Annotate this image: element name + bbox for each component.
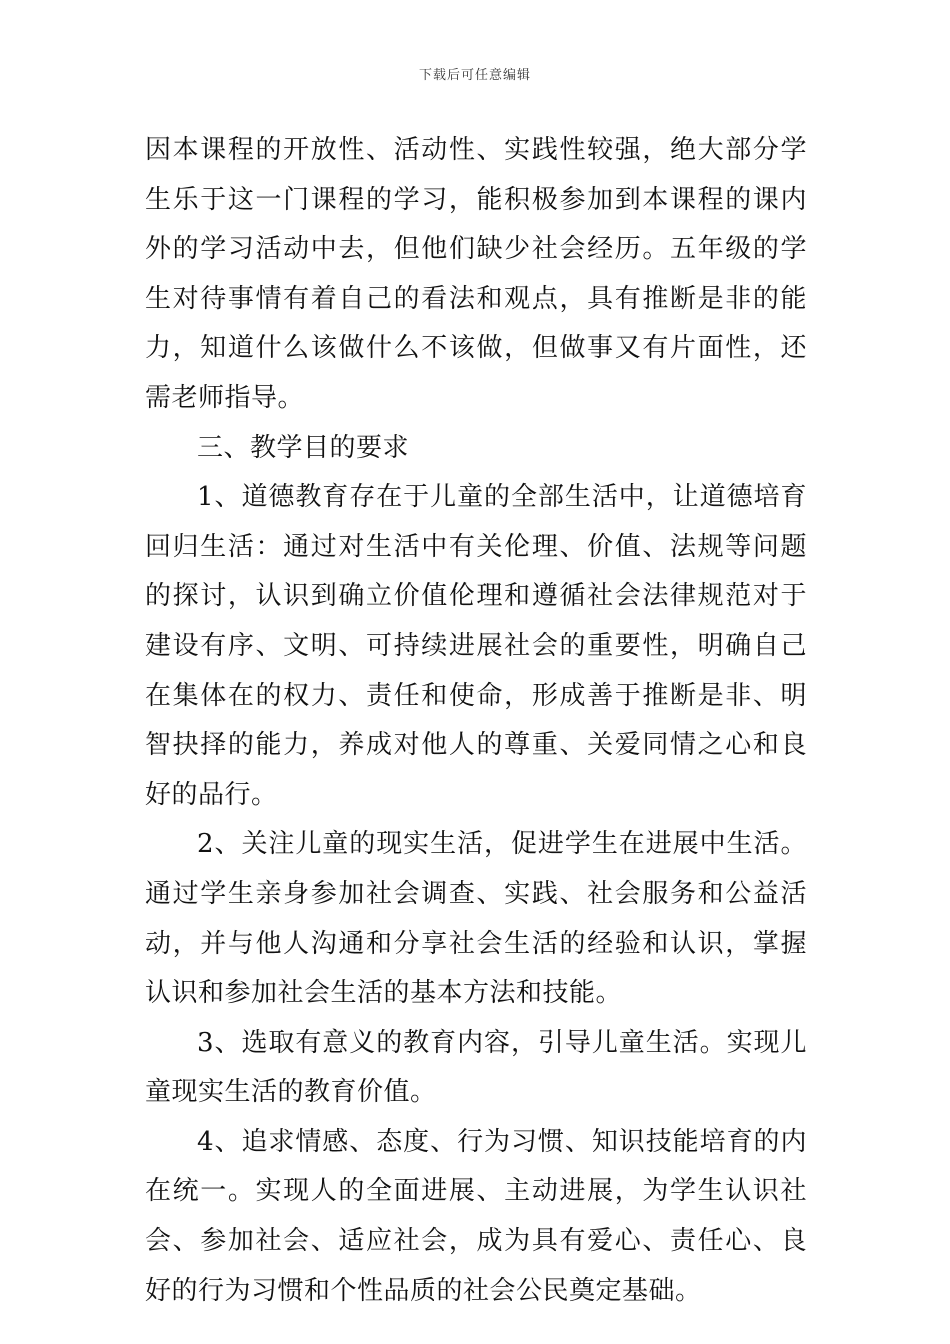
- paragraph-item-2: 2、关注儿童的现实生活，促进学生在进展中生活。通过学生亲身参加社会调查、实践、社会服务和公益活动，并与他人沟通和分享社会生活的经验和认识，掌握认识和参加社会生活的基本方法和技能。: [145, 829, 807, 1009]
- paragraph-intro: 因本课程的开放性、活动性、实践性较强，绝大部分学生乐于这一门课程的学习，能积极参加到本课程的课内外的学习活动中去，但他们缺少社会经历。五年级的学生对待事情有着自己的看法和观点，具有推断是非的能力，知道什么该做什么不该做，但做事又有片面性，还需老师指导。: [145, 135, 807, 413]
- paragraph-item-1: 1、道德教育存在于儿童的全部生活中，让道德培育回归生活：通过对生活中有关伦理、价值、法规等问题的探讨，认识到确立价值伦理和遵循社会法律规范对于建设有序、文明、可持续进展社会的重要性，明确自己在集体在的权力、责任和使命，形成善于推断是非、明智抉择的能力，养成对他人的尊重、关爱同情之心和良好的品行。: [145, 482, 807, 810]
- page-header: 下载后可任意编辑: [418, 68, 531, 83]
- paragraph-item-3: 3、选取有意义的教育内容，引导儿童生活。实现儿童现实生活的教育价值。: [145, 1027, 807, 1108]
- paragraph-item-4: 4、追求情感、态度、行为习惯、知识技能培育的内在统一。实现人的全面进展、主动进展，为学生认识社会、参加社会、适应社会，成为具有爱心、责任心、良好的行为习惯和个性品质的社会公民奠定基础。: [145, 1126, 807, 1306]
- document-body: [145, 126, 807, 1316]
- section-heading: 三、教学目的要求: [197, 432, 410, 463]
